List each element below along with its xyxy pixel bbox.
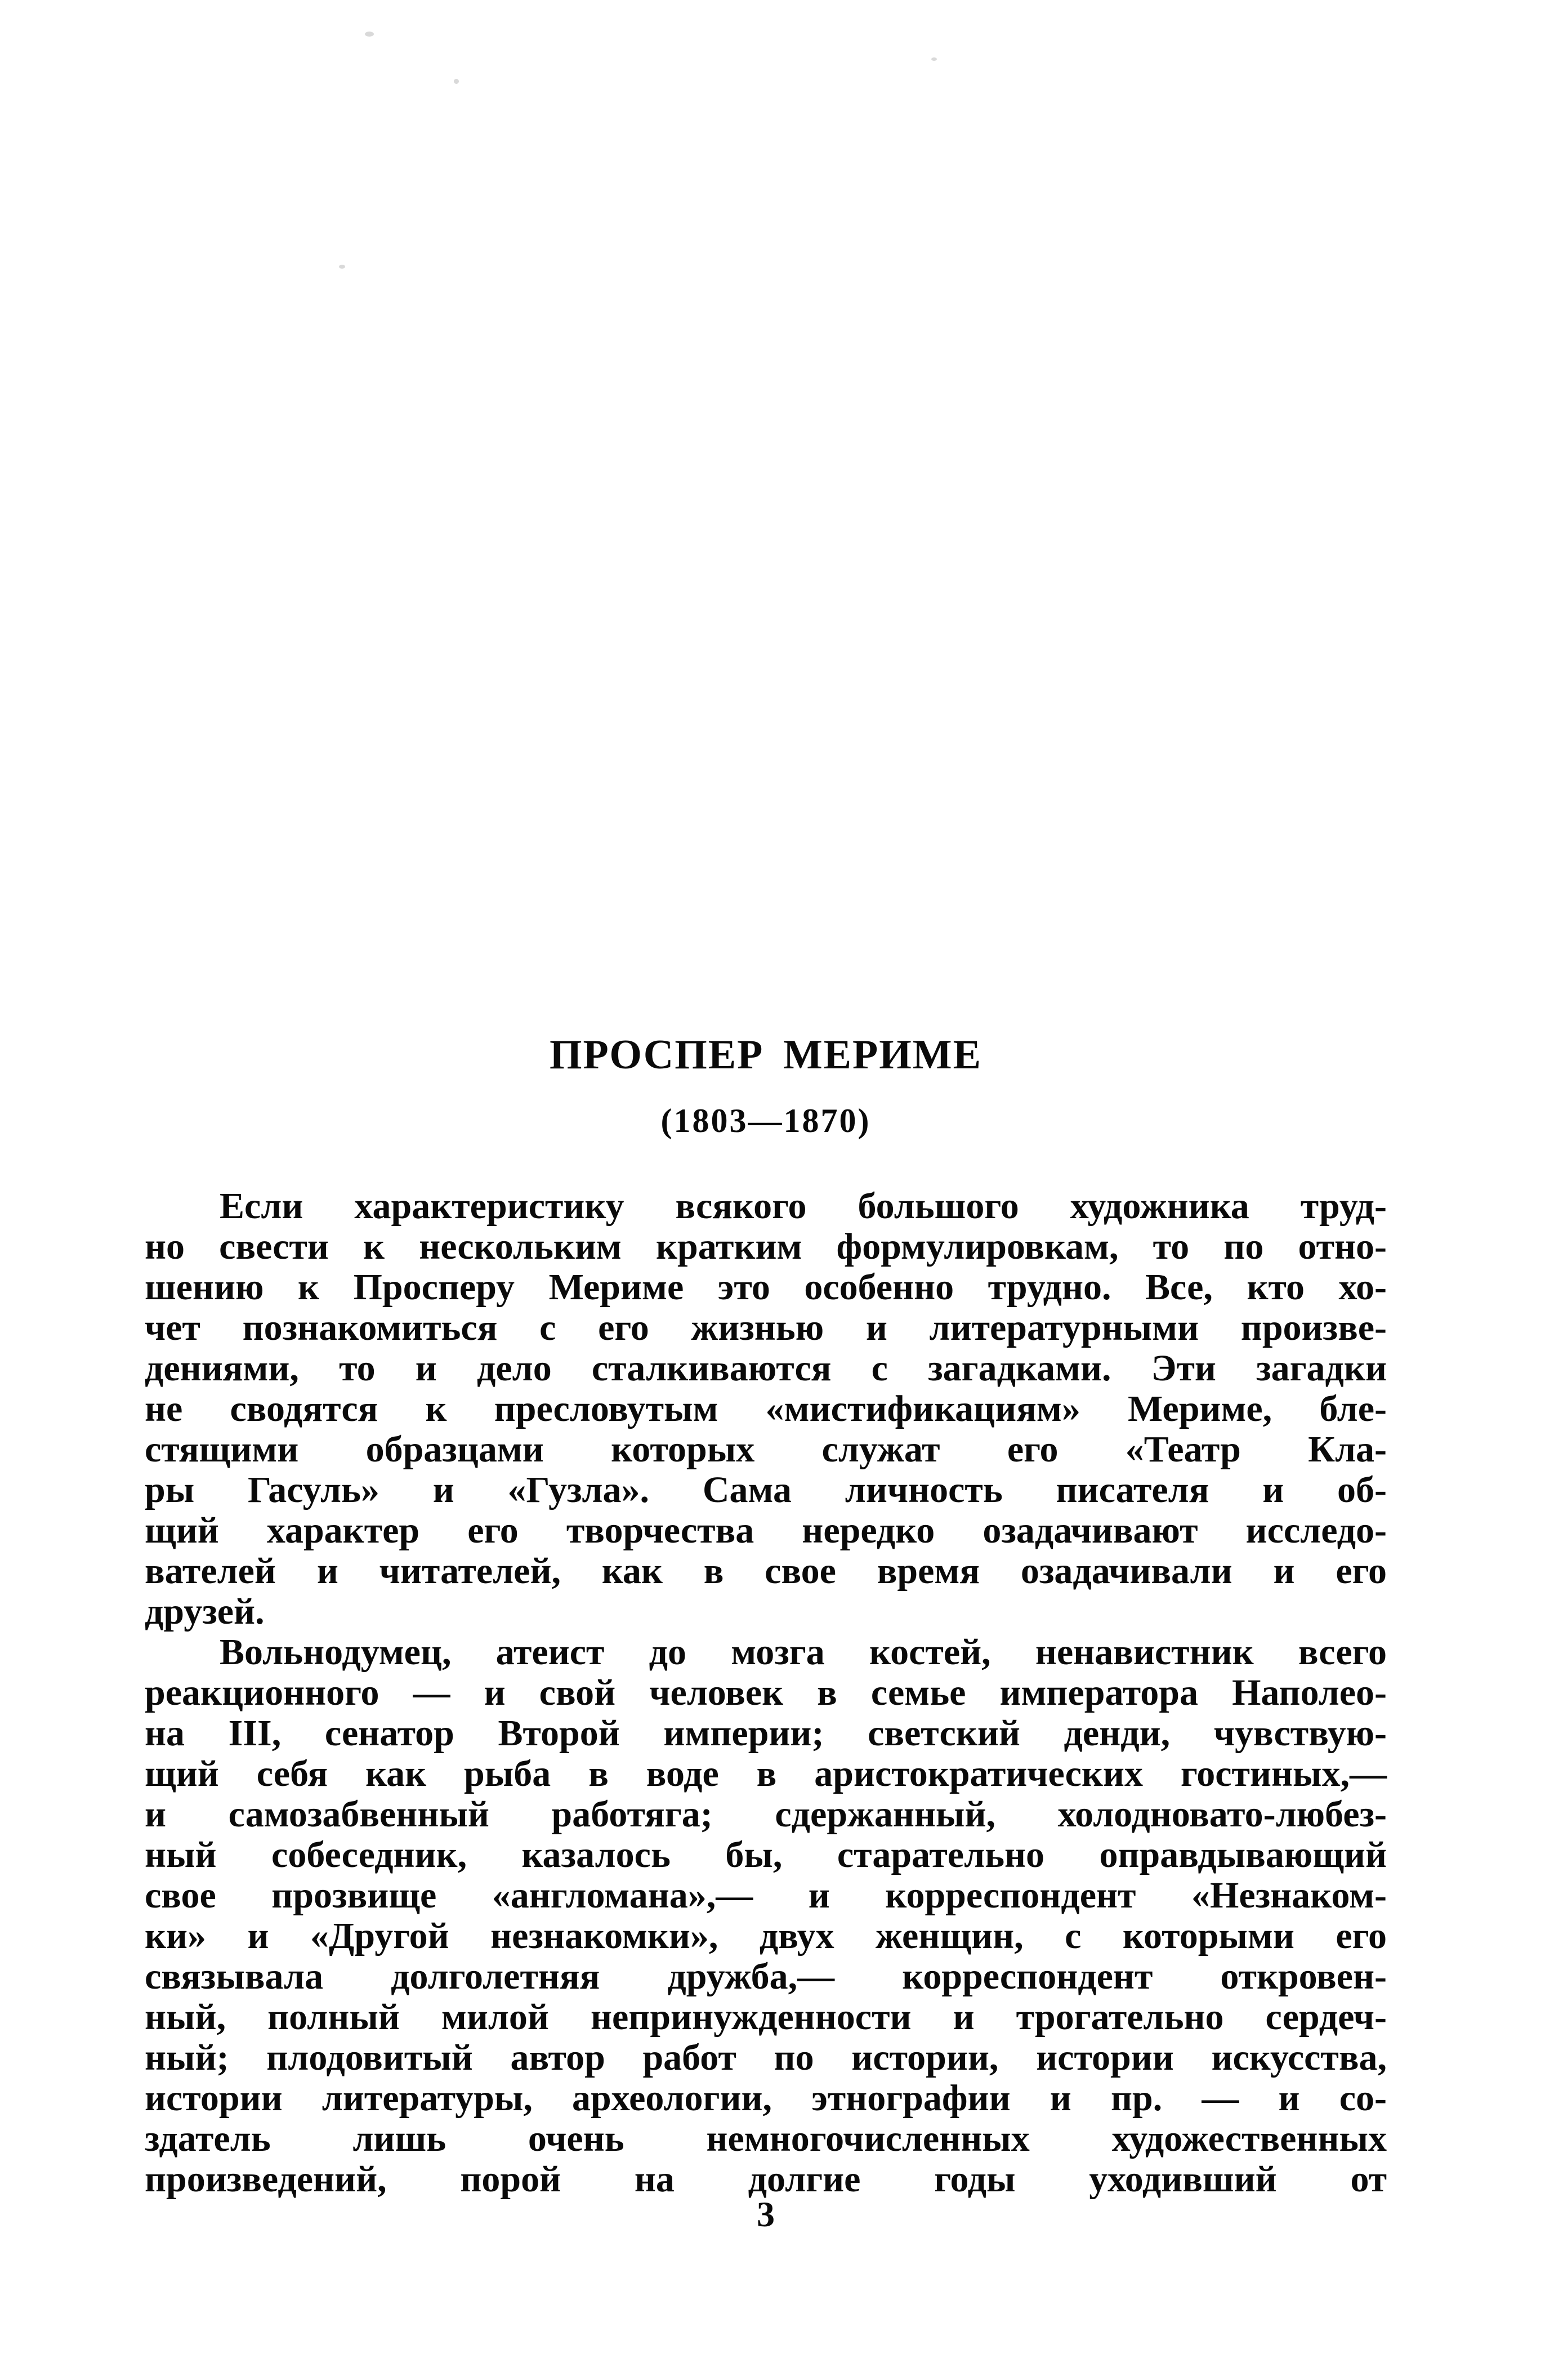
text-line: произведений, порой на долгие годы уходивший от <box>145 2159 1387 2200</box>
body-text <box>145 1186 1387 2200</box>
text-line: ный, полный милой непринужденности и трогательно сердеч- <box>145 1996 1387 2038</box>
text-line: друзей. <box>145 1591 265 1632</box>
text-line: но свести к нескольким кратким формулировкам, то по отно- <box>145 1226 1387 1267</box>
text-line: связывала долголетняя дружба,— корреспондент откровен- <box>145 1956 1387 1997</box>
page-title: ПРОСПЕР МЕРИМЕ <box>549 1032 983 1078</box>
text-line: вателей и читателей, как в свое время озадачивали и его <box>145 1550 1387 1592</box>
text-line: и самозабвенный работяга; сдержанный, холодновато-любез- <box>145 1794 1387 1835</box>
text-line: не сводятся к пресловутым «мистификациям» Мериме, бле- <box>145 1388 1387 1429</box>
text-line: Если характеристику всякого большого художника труд- <box>220 1185 1387 1227</box>
text-line: стящими образцами которых служат его «Театр Кла- <box>145 1429 1387 1470</box>
text-line: щий себя как рыба в воде в аристократических гостиных,— <box>145 1753 1387 1794</box>
scan-speck <box>931 57 937 61</box>
text-line: чет познакомиться с его жизнью и литературными произве- <box>145 1307 1387 1348</box>
scan-speck <box>339 265 345 269</box>
text-line: на III, сенатор Второй империи; светский денди, чувствую- <box>145 1713 1387 1754</box>
page-number: 3 <box>757 2194 775 2234</box>
text-line: Вольнодумец, атеист до мозга костей, ненавистник всего <box>220 1632 1387 1673</box>
scan-speck <box>365 32 374 37</box>
text-line: дениями, то и дело сталкиваются с загадками. Эти загадки <box>145 1348 1387 1389</box>
scan-speck <box>454 79 459 84</box>
paragraph-2 <box>145 1632 1387 2200</box>
text-line: здатель лишь очень немногочисленных художественных <box>145 2118 1387 2159</box>
author-dates: (1803—1870) <box>660 1102 871 1139</box>
text-line: щий характер его творчества нередко озадачивают исследо- <box>145 1510 1387 1551</box>
text-line: ки» и «Другой незнакомки», двух женщин, с которыми его <box>145 1915 1387 1956</box>
text-line: шению к Просперу Мериме это особенно трудно. Все, кто хо- <box>145 1267 1387 1308</box>
text-line: ный; плодовитый автор работ по истории, истории искусства, <box>145 2037 1387 2078</box>
text-line: ный собеседник, казалось бы, старательно оправдывающий <box>145 1834 1387 1875</box>
text-line: ры Гасуль» и «Гузла». Сама личность писателя и об- <box>145 1469 1387 1510</box>
text-line: реакционного — и свой человек в семье императора Наполео- <box>145 1672 1387 1713</box>
text-line: свое прозвище «англомана»,— и корреспондент «Незнаком- <box>145 1875 1387 1916</box>
paragraph-1 <box>145 1186 1387 1632</box>
text-line: истории литературы, археологии, этнографии и пр. — и со- <box>145 2078 1387 2119</box>
